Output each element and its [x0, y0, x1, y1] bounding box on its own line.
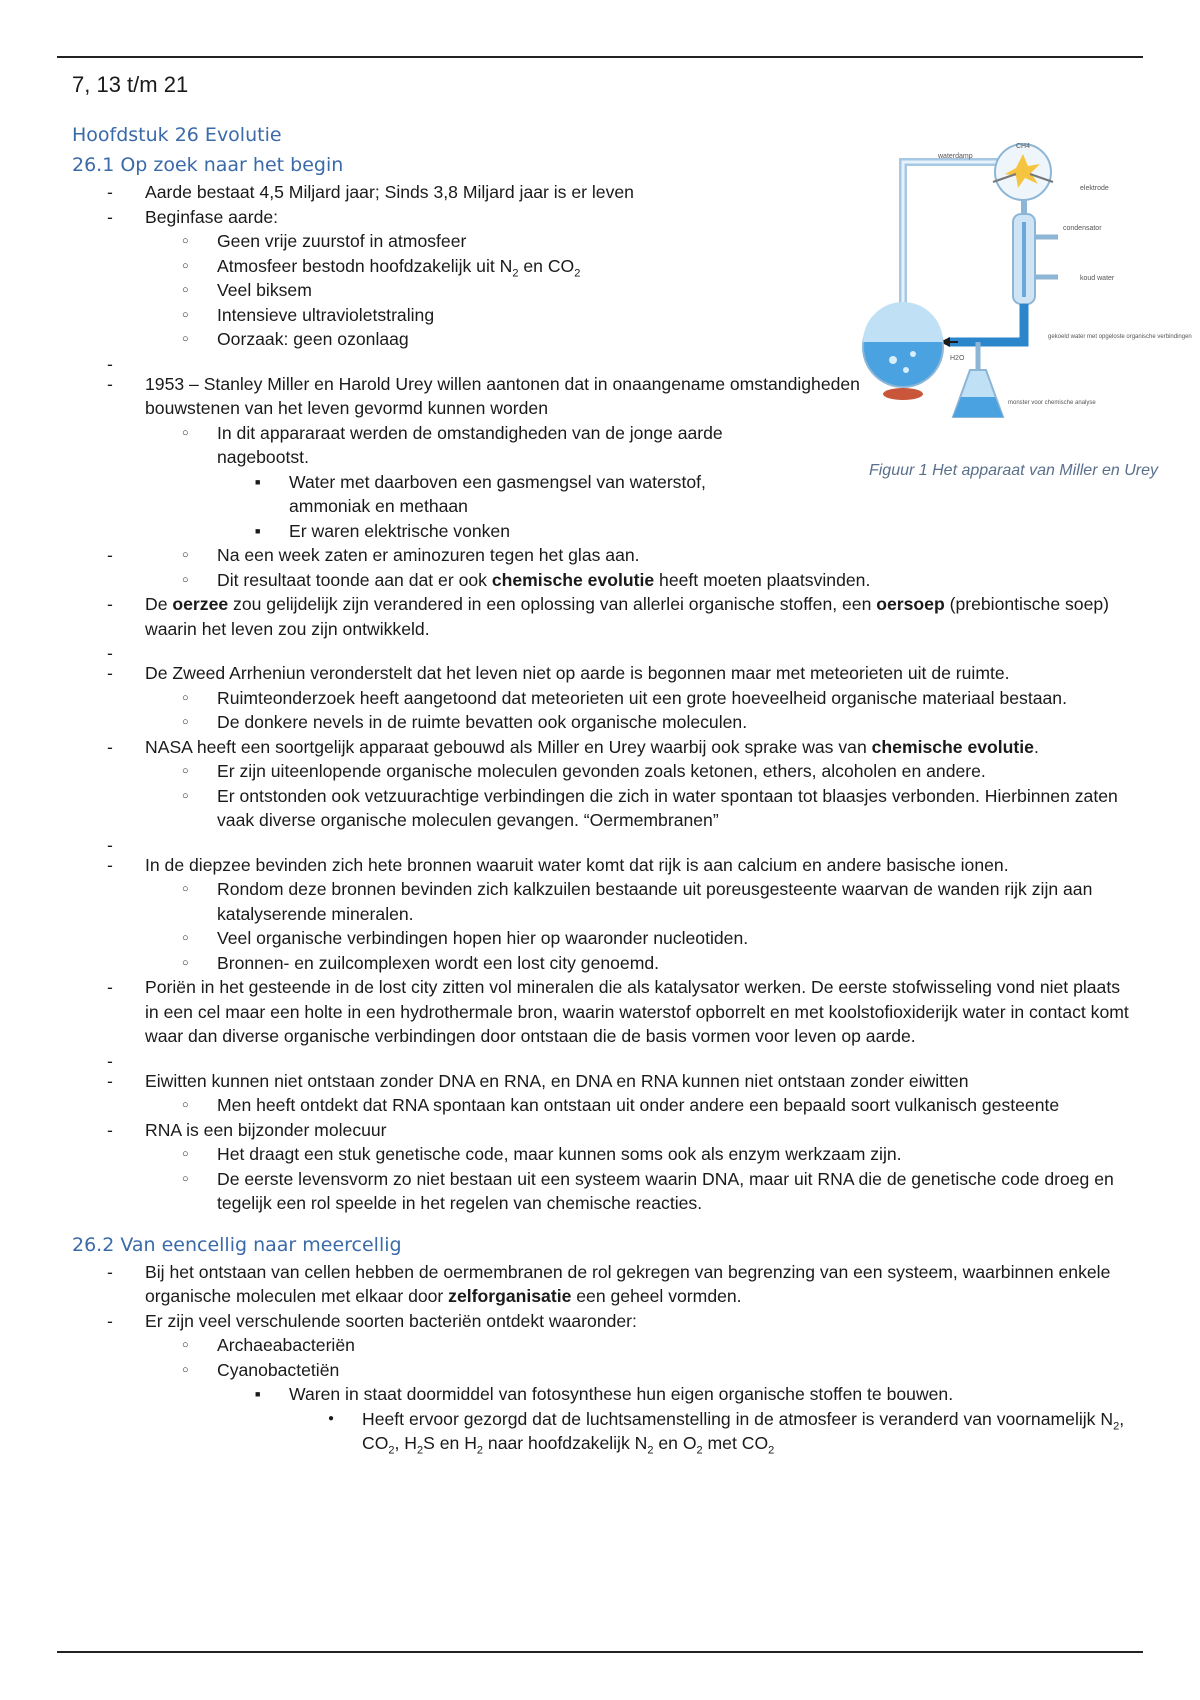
list-item: ○ Geen vrije zuurstof in atmosfeer [72, 229, 1132, 254]
section2-list [72, 1260, 1132, 1456]
list-item: ○ Cyanobactetiën ■ Waren in staat doormiddel van fotosynthese hun eigen organische stoffen te bouwen. ● Heeft ervoor gezorgd dat de luchtsamenstelling in de atmosfeer is veranderd van voornamelijk $N_2$, $CO_2$, $H_2S$ en $H_2$ naar hoofdzakelijk $N_2$ en $O_2$ met $CO_2$ [72, 1358, 1132, 1456]
section1-list [72, 180, 1132, 1216]
list-item [72, 543, 1132, 592]
list-item: - Er zijn veel verschulende soorten bacteriën ontdekt waaronder: ○ Archaeabacteriën ○ Cyanobactetiën ■ Waren in staat doormiddel van fotosynthese hun eigen organische stoffen te bouwen. ● Heeft ervoor gezorgd dat de luchtsamenstelling in de atmosfeer is veranderd van voornamelijk $N_2$, $CO_2$, $H_2S$ en $H_2$ naar hoofdzakelijk $N_2$ en $O_2$ met $CO_2$ [72, 1309, 1132, 1456]
list-item: ○ Er ontstonden ook vetzuurachtige verbindingen die zich in water spontaan tot blaasjes verbonden. Hierbinnen zaten vaak diverse organische moleculen gevangen. “Oermembranen” [72, 784, 1132, 833]
list-item: - Beginfase aarde: ○ Geen vrije zuurstof in atmosfeer ○ Atmosfeer bestodn hoofdzakelijk uit $N_2$ en $CO_2$ ○ Veel biksem ○ Intensieve ultravioletstraling ○ Oorzaak: geen ozonlaag [72, 205, 1132, 352]
list-item: - Eiwitten kunnen niet ontstaan zonder DNA en RNA, en DNA en RNA kunnen niet ontstaan zonder eiwitten ○ Men heeft ontdekt dat RNA spontaan kan ontstaan uit onder andere een bepaald soort vulkanisch gesteente [72, 1069, 1132, 1118]
label-h2o: H2O [950, 355, 965, 362]
chapter-title: Hoofdstuk 26 Evolutie [72, 124, 282, 146]
label-condensator: condensator [1063, 225, 1102, 232]
list-item: - In de diepzee bevinden zich hete bronnen waaruit water komt dat rijk is aan calcium en andere basische ionen. ○ Rondom deze bronnen bevinden zich kalkzuilen bestaande uit poreusgesteente waarvan de wanden rijk zijn aan katalyserende mineralen. ○ Veel organische verbindingen hopen hier op waaronder nucleotiden. ○ Bronnen- en zuilcomplexen wordt een lost city genoemd. [72, 853, 1132, 976]
list-item: ○ Archaeabacteriën [72, 1333, 1132, 1358]
list-item: ■ Er waren elektrische vonken [72, 519, 817, 544]
spacer [72, 352, 1132, 372]
list-item: - Bij het ontstaan van cellen hebben de oermembranen de rol gekregen van begrenzing van een systeem, waarbinnen enkele organische moleculen met elkaar door zelforganisatie een geheel vormden. [72, 1260, 1132, 1309]
list-item: ○ Ruimteonderzoek heeft aangetoond dat meteorieten uit een grote hoeveelheid organische materiaal bestaan. [72, 686, 1132, 711]
list-item: ○ Atmosfeer bestodn hoofdzakelijk uit $N_2$ en $CO_2$ [72, 254, 1132, 279]
section-title-26-1: 26.1 Op zoek naar het begin [72, 154, 344, 176]
list-item: - Poriën in het gesteende in de lost city zitten vol mineralen die als katalysator werken. De eerste stofwisseling vond niet plaats in een cel maar een holte in een hydrothermale bron, waarin waterstof opborrelt en met koolstofioxiderijk water in contact komt waar dan diverse organische verbindingen door ontstaan die de basis vormen voor leven op aarde. [72, 975, 1132, 1049]
spacer [72, 1049, 1132, 1069]
list-item: ○ Intensieve ultravioletstraling [72, 303, 1132, 328]
bottom-rule [57, 1651, 1143, 1653]
label-elektrode: elektrode [1080, 185, 1109, 192]
list-item: ○ Men heeft ontdekt dat RNA spontaan kan ontstaan uit onder andere een bepaald soort vulkanisch gesteente [72, 1093, 1132, 1118]
label-waterdamp: waterdamp [938, 153, 973, 160]
list-item: ○ Rondom deze bronnen bevinden zich kalkzuilen bestaande uit poreusgesteente waarvan de wanden rijk zijn aan katalyserende mineralen. [72, 877, 1132, 926]
label-monster: monster voor chemische analyse [1008, 400, 1096, 406]
list-item: ○ Veel organische verbindingen hopen hier op waaronder nucleotiden. [72, 926, 1132, 951]
list-item: ○ Veel biksem [72, 278, 1132, 303]
list-item: - De oerzee zou gelijdelijk zijn verandered in een oplossing van allerlei organische stoffen, een oersoep (prebiontische soep) waarin het leven zou zijn ontwikkeld. [72, 592, 1132, 641]
label-gekoeld: gekoeld water met opgeloste organische verbindingen [1048, 334, 1192, 340]
figure-caption: Figuur 1 Het apparaat van Miller en Urey [868, 462, 1158, 479]
list-item: ○ - Na een week zaten er aminozuren tegen het glas aan. [72, 543, 1132, 568]
list-item: ○ Oorzaak: geen ozonlaag [72, 327, 1132, 352]
list-item: ○ Bronnen- en zuilcomplexen wordt een lost city genoemd. [72, 951, 1132, 976]
list-item: - De Zweed Arrheniun veronderstelt dat het leven niet op aarde is begonnen maar met meteorieten uit de ruimte. ○ Ruimteonderzoek heeft aangetoond dat meteorieten uit een grote hoeveelheid organische materiaal bestaan. ○ De donkere nevels in de ruimte bevatten ook organische moleculen. [72, 661, 1132, 735]
spacer [72, 641, 1132, 661]
list-item: - NASA heeft een soortgelijk apparaat gebouwd als Miller en Urey waarbij ook sprake was van chemische evolutie. ○ Er zijn uiteenlopende organische moleculen gevonden zoals ketonen, ethers, alcoholen en andere. ○ Er ontstonden ook vetzuurachtige verbindingen die zich in water spontaan tot blaasjes verbonden. Hierbinnen zaten vaak diverse organische moleculen gevangen. “Oermembranen” [72, 735, 1132, 833]
list-item: ○ Het draagt een stuk genetische code, maar kunnen soms ook als enzym werkzaam zijn. [72, 1142, 1132, 1167]
document-body [72, 120, 1132, 1456]
list-item: ○ De donkere nevels in de ruimte bevatten ook organische moleculen. [72, 710, 1132, 735]
list-item: ○ Er zijn uiteenlopende organische moleculen gevonden zoals ketonen, ethers, alcoholen en andere. [72, 759, 1132, 784]
label-ch4: CH4 [1016, 143, 1031, 150]
list-item: ○ In dit appararaat werden de omstandigheden van de jonge aarde nagebootst. ■ Water met daarboven een gasmengsel van waterstof, ammoniak en methaan ■ Er waren elektrische vonken [72, 421, 817, 544]
top-rule [57, 56, 1143, 58]
list-item: ■ Water met daarboven een gasmengsel van waterstof, ammoniak en methaan [72, 470, 789, 519]
list-item: ○ De eerste levensvorm zo niet bestaan uit een systeem waarin DNA, maar uit RNA die de genetische code droeg en tegelijk een rol speelde in het regelen van chemische reacties. [72, 1167, 1132, 1216]
section-title-26-2: 26.2 Van eencellig naar meercellig [72, 1233, 402, 1256]
spacer [72, 833, 1132, 853]
label-koud-water: koud water [1080, 275, 1115, 282]
list-item: ■ Waren in staat doormiddel van fotosynthese hun eigen organische stoffen te bouwen. ● Heeft ervoor gezorgd dat de luchtsamenstelling in de atmosfeer is veranderd van voornamelijk $N_2$, $CO_2$, $H_2S$ en $H_2$ naar hoofdzakelijk $N_2$ en $O_2$ met $CO_2$ [72, 1382, 1132, 1456]
list-item: ● Heeft ervoor gezorgd dat de luchtsamenstelling in de atmosfeer is veranderd van voornamelijk $N_2$, $CO_2$, $H_2S$ en $H_2$ naar hoofdzakelijk $N_2$ en $O_2$ met $CO_2$ [72, 1407, 1132, 1456]
list-item: ○ Dit resultaat toonde aan dat er ook chemische evolutie heeft moeten plaatsvinden. [72, 568, 1132, 593]
list-item: - Aarde bestaat 4,5 Miljard jaar; Sinds 3,8 Miljard jaar is er leven [72, 180, 1132, 205]
page-header: 7, 13 t/m 21 [72, 72, 189, 97]
list-item: - 1953 – Stanley Miller en Harold Urey willen aantonen dat in onaangename omstandigheden bouwstenen van het leven gevormd kunnen worden ○ In dit appararaat werden de omstandigheden van de jonge aarde nagebootst. ■ Water met daarboven een gasmengsel van waterstof, ammoniak en methaan ■ Er waren elektrische vonken [72, 372, 885, 544]
list-item: - RNA is een bijzonder molecuur ○ Het draagt een stuk genetische code, maar kunnen soms ook als enzym werkzaam zijn. ○ De eerste levensvorm zo niet bestaan uit een systeem waarin DNA, maar uit RNA die de genetische code droeg en tegelijk een rol speelde in het regelen van chemische reacties. [72, 1118, 1132, 1216]
